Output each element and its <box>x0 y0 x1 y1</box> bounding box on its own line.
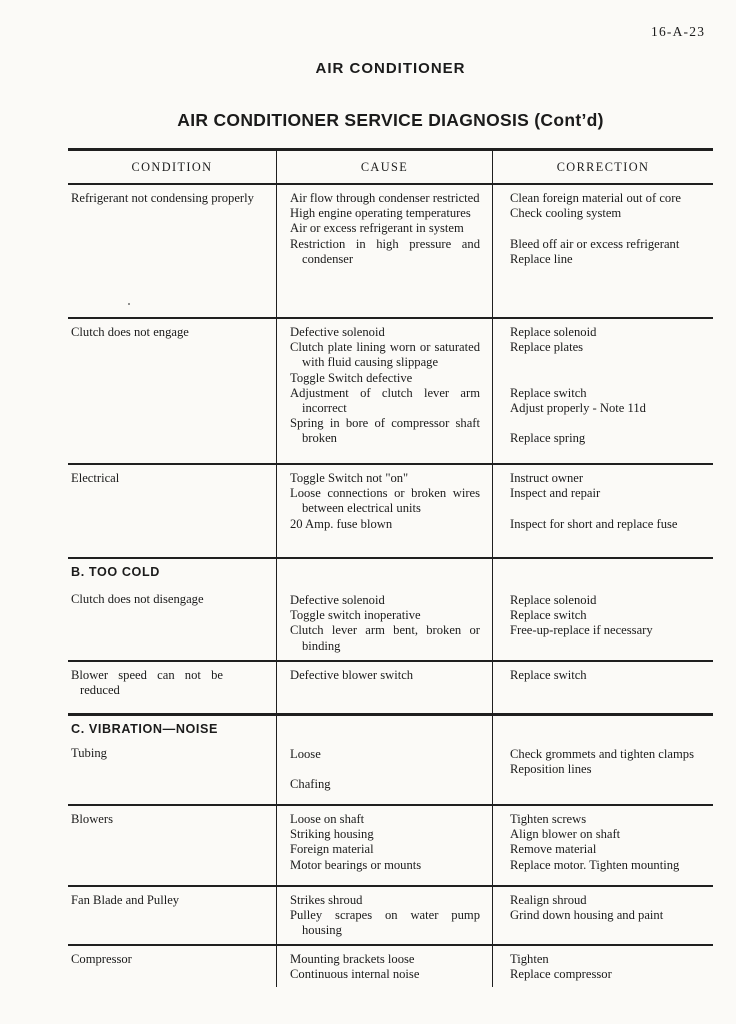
cause-cell <box>276 465 492 557</box>
condition-text: Clutch does not disengage <box>71 592 204 607</box>
condition-cell <box>68 716 276 804</box>
cause-cell <box>276 716 492 804</box>
condition-cell <box>68 319 276 463</box>
condition-cell <box>68 465 276 557</box>
table-row <box>68 317 713 463</box>
correction-item: Inspect for short and replace fuse <box>510 516 678 531</box>
correction-item: Replace spring <box>510 431 586 446</box>
correction-cell <box>492 465 713 557</box>
correction-item: Replace line <box>510 251 573 266</box>
column-header-cause: CAUSE <box>276 151 492 183</box>
cause-cell <box>276 946 492 987</box>
column-header-correction: CORRECTION <box>492 151 713 183</box>
cause-cell <box>276 319 492 463</box>
table-header-row <box>68 151 713 185</box>
correction-cell <box>492 559 713 660</box>
cause-item: 20 Amp. fuse blown <box>290 516 393 531</box>
cause-cell <box>276 662 492 713</box>
correction-item: Remove material <box>510 842 597 857</box>
correction-item: Realign shroud <box>510 893 587 907</box>
page-number: 16-A-23 <box>651 24 706 39</box>
condition-cell <box>68 185 276 317</box>
correction-cell <box>492 716 713 804</box>
cause-item: High engine operating temperatures <box>290 206 471 221</box>
correction-item: Clean foreign material out of core <box>510 191 681 205</box>
table-row <box>68 185 713 317</box>
condition-cell <box>68 559 276 660</box>
correction-item: Reposition lines <box>510 762 592 777</box>
cause-item: Clutch lever arm bent, broken or binding <box>290 623 480 653</box>
cause-item: Defective blower switch <box>290 668 414 682</box>
table-row <box>68 463 713 557</box>
correction-item: Align blower on shaft <box>510 827 621 842</box>
table-row <box>68 713 713 804</box>
correction-item: Replace plates <box>510 340 584 355</box>
correction-item: Tighten screws <box>510 812 587 826</box>
cause-item: Foreign material <box>290 842 374 857</box>
correction-item: Adjust properly - Note 11d <box>510 401 646 415</box>
table-row <box>68 557 713 660</box>
condition-cell <box>68 946 276 987</box>
cause-item: Loose on shaft <box>290 812 365 826</box>
section-heading: C. VIBRATION—NOISE <box>71 722 219 736</box>
correction-item: Instruct owner <box>510 471 584 485</box>
cause-item: Continuous internal noise <box>290 966 420 981</box>
table-row <box>68 944 713 987</box>
cause-item: Air or excess refrigerant in system <box>290 221 464 236</box>
cause-item: Air flow through condenser restricted <box>290 191 480 205</box>
correction-cell <box>492 806 713 885</box>
cause-item: Chafing <box>290 777 331 792</box>
correction-item: Inspect and repair <box>510 486 601 501</box>
cause-cell <box>276 887 492 944</box>
cause-item: Motor bearings or mounts <box>290 857 422 872</box>
condition-cell <box>68 662 276 713</box>
condition-text: Tubing <box>71 746 107 761</box>
cause-item: Loose <box>290 747 321 761</box>
correction-item: Replace switch <box>510 668 587 682</box>
correction-cell <box>492 319 713 463</box>
cause-item: Spring in bore of compressor shaft broken <box>290 416 480 446</box>
cause-item: Loose connections or broken wires between electrical units <box>290 486 480 516</box>
condition-text: Fan Blade and Pulley <box>71 893 180 907</box>
section-heading: B. TOO COLD <box>71 565 160 579</box>
cause-item: Restriction in high pressure and condenser <box>290 236 480 266</box>
table-body <box>68 185 713 987</box>
correction-item: Free-up-replace if necessary <box>510 623 653 638</box>
table-row <box>68 885 713 944</box>
cause-item: Defective solenoid <box>290 325 385 339</box>
correction-item: Replace switch <box>510 608 587 623</box>
condition-text: Electrical <box>71 471 120 485</box>
cause-cell <box>276 559 492 660</box>
correction-cell <box>492 662 713 713</box>
condition-text: Refrigerant not condensing properly <box>71 191 254 205</box>
correction-cell <box>492 887 713 944</box>
condition-cell <box>68 887 276 944</box>
cause-item: Adjustment of clutch lever arm incorrect <box>290 385 480 416</box>
cause-cell <box>276 806 492 885</box>
correction-cell <box>492 185 713 317</box>
cause-item: Defective solenoid <box>290 593 385 607</box>
cause-item: Clutch plate lining worn or saturated with fluid causing slippage <box>290 340 480 370</box>
cause-item: Striking housing <box>290 827 374 842</box>
correction-item: Tighten <box>510 951 549 966</box>
scan-speck <box>128 303 130 305</box>
correction-item: Replace solenoid <box>510 325 597 339</box>
table-title: AIR CONDITIONER SERVICE DIAGNOSIS (Cont’d) <box>177 110 604 130</box>
column-header-condition: CONDITION <box>131 159 213 174</box>
cause-cell <box>276 185 492 317</box>
correction-item: Check grommets and tighten clamps <box>510 747 694 761</box>
condition-cell <box>68 806 276 885</box>
cause-item: Toggle switch inoperative <box>290 608 421 623</box>
condition-text: Blower speed can not be reduced <box>71 668 223 698</box>
correction-cell <box>492 946 713 987</box>
cause-item: Mounting brackets loose <box>290 951 415 966</box>
cause-item: Toggle Switch not "on" <box>290 471 409 485</box>
correction-item: Replace switch <box>510 385 587 400</box>
condition-text: Compressor <box>71 951 132 966</box>
cause-item: Pulley scrapes on water pump housing <box>290 908 480 938</box>
table-row <box>68 660 713 713</box>
correction-item: Bleed off air or excess refrigerant <box>510 236 680 251</box>
correction-item: Grind down housing and paint <box>510 908 664 923</box>
page-title: AIR CONDITIONER <box>315 60 466 77</box>
correction-item: Replace compressor <box>510 966 612 981</box>
correction-item: Check cooling system <box>510 206 622 221</box>
correction-item: Replace motor. Tighten mounting <box>510 857 680 872</box>
diagnosis-table <box>68 148 713 987</box>
cause-item: Strikes shroud <box>290 893 363 907</box>
correction-item: Replace solenoid <box>510 593 597 607</box>
table-row <box>68 804 713 885</box>
condition-text: Clutch does not engage <box>71 325 189 339</box>
cause-item: Toggle Switch defective <box>290 370 413 385</box>
condition-text: Blowers <box>71 812 113 826</box>
